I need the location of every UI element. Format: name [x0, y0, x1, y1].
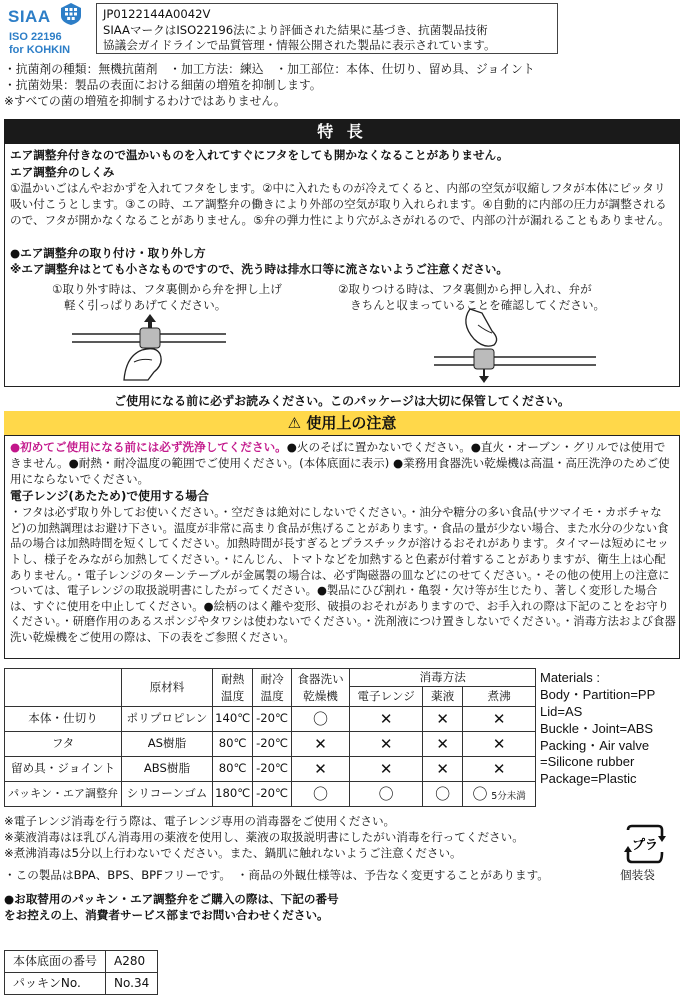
attach-title: ●エア調整弁の取り付け・取り外し方 [10, 246, 206, 260]
siaa-mark-icon [60, 2, 82, 26]
microwave-title: 電子レンジ(あたため)で使用する場合 [10, 489, 209, 503]
wash-first-warning: ●初めてご使用になる前には必ず洗浄してください。 [10, 440, 287, 454]
cert-line-1: SIAAマークはISO22196法により評価された結果に基づき、抗菌製品技術 [103, 22, 488, 37]
note-boil-disinfect: ※煮沸消毒は5分以上行わないでください。また、鍋肌に触れないようご注意ください。 [4, 846, 462, 860]
table-header-cold: 耐冷 温度 [253, 669, 291, 707]
mechanism-text: ①温かいごはんやおかずを入れてフタをします。②中に入れたものが冷えてくると、内部の空気が収縮しフタが本体にピッタリ吸い付こうとします。③この時、エア調整弁の働きにより外部の空気が取り入れられます。④自動的に内部の圧力が調整されるので、フタが開かなくなることがありません。⑤弁の弾力性により穴がふさがれるので、内部の汁が漏れることもありません。 [10, 181, 670, 227]
caution-header [4, 411, 680, 436]
step2-text-2: きちんと収まっていることを確認してください。 [350, 298, 606, 312]
table-row: フタ AS樹脂 80℃ -20℃ ✕ ✕ ✕ ✕ [5, 732, 536, 757]
features-title: 特 長 [4, 119, 680, 144]
spec-table [4, 668, 536, 807]
caution-title: 使用上の注意 [306, 414, 397, 432]
table-header-part [5, 669, 122, 707]
note-replacement-2: をお控えの上、消費者サービス部までお問い合わせください。 [4, 908, 329, 922]
bottom-number-value: A280 [106, 951, 158, 973]
cert-line-2: 協議会ガイドラインで品質管理・情報公開された製品に表示されています。 [103, 38, 496, 53]
parts-number-table [4, 950, 158, 995]
caution-paragraph-2: ・フタは必ず取り外してお使いください。・空だきは絶対にしないでください。・油分や糖分の多い食品(サツマイモ・カボチャなど)の加熱調理はお避け下さい。温度が非常に高まり食品が焦げることがあります。・食品の量が少ない場合、また水分の少ない食品の場合は加熱時間を短くしてください。加熱時間が長すぎるとプラスチックが溶けるおそれがあります。タイマーは短めにセットし、様子をみながら加熱してください。・にんじん、トマトなどを加熱すると色素が付着することがありますが、衛生上は心配ありません。・電子レンジのターンテーブルが金属製の場合は、必ず陶磁器の皿などにのせてください。・その他の使用上の注意については、電子レンジの取扱説明書にしたがってください。●製品にひび割れ・亀裂・欠け等が生じたり、著しく変形した場合は、すぐに使用を中止してください。●絵柄のはく離や変形、破損のおそれがありますので、お手入れの際は下記のことをお守りください。・研磨作用のあるスポンジやタワシは使わないでください。・洗剤液につけ置きしないでください。・消毒方法および食器洗い乾燥機をご使用の際は、下の表をご参照ください。 [10, 505, 676, 644]
table-header-chem: 薬液 [422, 687, 462, 707]
antibac-line-3: ※すべての菌の増殖を抑制するわけではありません。 [4, 94, 286, 108]
note-replacement-1: ●お取替用のパッキン・エア調整弁をご購入の際は、下記の番号 [4, 892, 339, 906]
table-row [5, 951, 158, 973]
step1-text-2: 軽く引っぱりあげてください。 [64, 298, 227, 312]
packaging-label: 個装袋 [620, 868, 655, 882]
packing-number-value: No.34 [106, 973, 158, 995]
certification-box [96, 3, 558, 54]
table-header-heat: 耐熱 温度 [212, 669, 253, 707]
note-microwave-disinfect: ※電子レンジ消毒を行う際は、電子レンジ専用の消毒器をご使用ください。 [4, 814, 396, 828]
recycle-plastic-icon [618, 822, 672, 866]
attach-valve-illustration [430, 305, 600, 385]
table-header-material: 原材料 [122, 669, 213, 707]
table-header-microwave: 電子レンジ [350, 687, 423, 707]
packing-number-label: パッキンNo. [5, 973, 106, 995]
attach-warning: ※エア調整弁はとても小さなものですので、洗う時は排水口等に流さないようご注意ください。 [10, 262, 508, 276]
note-bpa-free: ・この製品はBPA、BPS、BPFフリーです。 ・商品の外観仕様等は、予告なく変更することがあります。 [4, 868, 549, 882]
table-row: 留め具・ジョイント ABS樹脂 80℃ -20℃ ✕ ✕ ✕ ✕ [5, 757, 536, 782]
table-row: 本体・仕切り ポリプロピレン 140℃ -20℃ 〇 ✕ ✕ ✕ [5, 707, 536, 732]
table-header-dishwasher: 食器洗い 乾燥機 [291, 669, 350, 707]
step2-text-1: ②取りつける時は、フタ裏側から押し入れ、弁が [338, 282, 592, 296]
warning-icon: ⚠ [287, 414, 302, 432]
table-row [5, 973, 158, 995]
remove-valve-illustration [64, 312, 234, 382]
step1-text-1: ①取り外す時は、フタ裏側から弁を押し上げ [52, 282, 282, 296]
mechanism-title: エア調整弁のしくみ [10, 165, 115, 179]
materials-english: Materials : Body・Partition=PP Lid=AS Buckle・Joint=ABS Packing・Air valve =Silicone rubber Package=Plastic [540, 670, 656, 787]
siaa-iso-label: ISO 22196 [9, 31, 62, 43]
siaa-kohkin-label: for KOHKIN [9, 44, 71, 56]
read-notice: ご使用になる前に必ずお読みください。このパッケージは大切に保管してください。 [114, 394, 570, 408]
bottom-number-label: 本体底面の番号 [5, 951, 106, 973]
table-row: パッキン・エア調整弁 シリコーンゴム 180℃ -20℃ 〇 〇 〇 〇 5分未満 [5, 782, 536, 807]
siaa-logo-text: SIAA [8, 7, 51, 26]
note-chemical-disinfect: ※薬液消毒はほ乳びん消毒用の薬液を使用し、薬液の取扱説明書にしたがい消毒を行ってください。 [4, 830, 524, 844]
antibac-line-2: ・抗菌効果：製品の表面における細菌の増殖を抑制します。 [4, 78, 322, 92]
features-intro: エア調整弁付きなので温かいものを入れてすぐにフタをしても開かなくなることがありません。 [10, 148, 509, 162]
cert-code: JP0122144A0042V [103, 7, 211, 21]
caution-paragraph-1-rest: ●火のそばに置かないでください。●直火・オーブン・グリルでは使用できません。●耐熱・耐冷温度の範囲でご使用ください。(本体底面に表示) ●業務用食器洗い乾燥機は高温・高圧洗浄のためご使用にならないでください。 [10, 440, 670, 486]
caution-paragraph-1 [10, 440, 676, 488]
table-header-disinfect: 消毒方法 [350, 669, 536, 687]
table-header-boil: 煮沸 [463, 687, 536, 707]
antibac-line-1: ・抗菌剤の種類：無機抗菌剤 ・加工方法：練込 ・加工部位：本体、仕切り、留め具、ジョイント [4, 62, 535, 76]
svg-text:プラ: プラ [631, 838, 659, 853]
